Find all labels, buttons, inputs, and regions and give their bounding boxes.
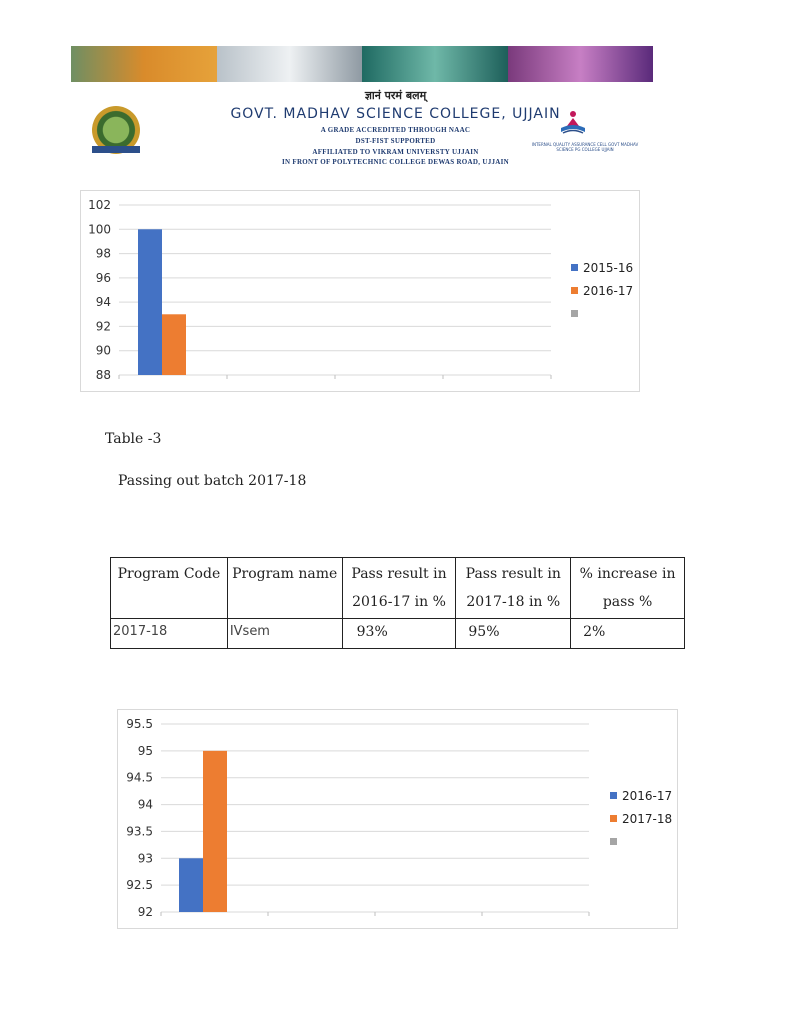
header-pass-2016-17: Pass result in 2016-17 in % — [342, 558, 456, 619]
dst-line: DST-FIST SUPPORTED — [355, 137, 436, 145]
legend-item — [571, 256, 633, 279]
y-tick-label: 96 — [95, 270, 111, 285]
legend-swatch-blue — [571, 264, 578, 271]
legend-label: 2016-17 — [583, 283, 634, 298]
y-tick-label: 90 — [95, 343, 111, 358]
bar-2017-18 — [203, 751, 227, 912]
iqac-logo-icon — [558, 108, 588, 138]
college-name: GOVT. MADHAV SCIENCE COLLEGE, UJJAIN — [230, 106, 561, 122]
table-caption: Table -3 — [105, 431, 162, 447]
y-tick-label: 102 — [88, 198, 111, 212]
cell-pass-2017-18: 95% — [456, 619, 571, 649]
banner-panel-molecule — [362, 46, 508, 82]
header-increase: % increase in pass % — [571, 558, 685, 619]
y-tick-label: 98 — [95, 246, 111, 261]
cell-program-code: 2017-18 — [111, 619, 228, 649]
header-pass-2017-18: Pass result in 2017-18 in % — [456, 558, 571, 619]
college-motto: ज्ञानं परमं बलम् — [364, 89, 427, 102]
y-tick-label: 94 — [95, 295, 111, 310]
legend-swatch-gray — [610, 838, 617, 845]
header-banner — [71, 46, 653, 82]
legend-item — [571, 279, 633, 302]
y-tick-label: 88 — [95, 368, 111, 382]
cell-increase: 2% — [571, 619, 685, 649]
legend-label: 2016-17 — [622, 788, 673, 803]
results-table — [110, 557, 685, 649]
legend-item — [610, 807, 672, 830]
banner-panel-atoms — [508, 46, 654, 82]
cell-pass-2016-17: 93% — [342, 619, 456, 649]
y-tick-label: 100 — [88, 222, 111, 237]
chart-2-plot — [118, 710, 677, 928]
cell-program-name: IVsem — [227, 619, 342, 649]
table-header-row — [111, 558, 685, 619]
batch-title: Passing out batch 2017-18 — [118, 473, 307, 489]
legend-swatch-orange — [610, 815, 617, 822]
y-tick-label: 93.5 — [126, 824, 153, 839]
chart-pass-result-2015-17 — [80, 190, 640, 392]
y-tick-label: 95.5 — [126, 717, 153, 731]
y-tick-label: 94 — [137, 797, 153, 812]
chart-1-plot — [81, 191, 639, 391]
y-tick-label: 92 — [95, 319, 111, 334]
bar-2016-17 — [179, 858, 203, 912]
banner-panel-chemistry — [71, 46, 217, 82]
legend-swatch-gray — [571, 310, 578, 317]
iqac-logo-text: INTERNAL QUALITY ASSURANCE CELL GOVT MADHAV SCIENCE PG COLLEGE UJJAIN — [531, 142, 639, 152]
legend-label: 2015-16 — [583, 260, 634, 275]
chart-pass-result-2016-18 — [117, 709, 678, 929]
legend-swatch-blue — [610, 792, 617, 799]
accreditation-line: A GRADE ACCREDITED THROUGH NAAC — [320, 126, 471, 134]
chart-2-legend — [610, 784, 672, 853]
legend-swatch-orange — [571, 287, 578, 294]
y-tick-label: 95 — [137, 743, 153, 758]
legend-item — [610, 784, 672, 807]
table-row — [111, 619, 685, 649]
bar-2015-16 — [138, 229, 162, 375]
chart-1-legend — [571, 256, 633, 325]
bar-2016-17 — [162, 314, 186, 375]
y-tick-label: 93 — [137, 851, 153, 866]
header-program-code: Program Code — [111, 558, 228, 619]
header-program-name: Program name — [227, 558, 342, 619]
banner-panel-robot — [217, 46, 363, 82]
legend-label: 2017-18 — [622, 811, 673, 826]
y-tick-label: 92.5 — [126, 878, 153, 893]
legend-item — [610, 830, 672, 853]
y-tick-label: 94.5 — [126, 770, 153, 785]
address-line: IN FRONT OF POLYTECHNIC COLLEGE DEWAS ROAD, UJJAIN — [281, 158, 510, 166]
legend-item — [571, 302, 633, 325]
affiliation-line: AFFILIATED TO VIKRAM UNIVERSTY UJJAIN — [312, 148, 479, 156]
y-tick-label: 92 — [137, 905, 153, 919]
